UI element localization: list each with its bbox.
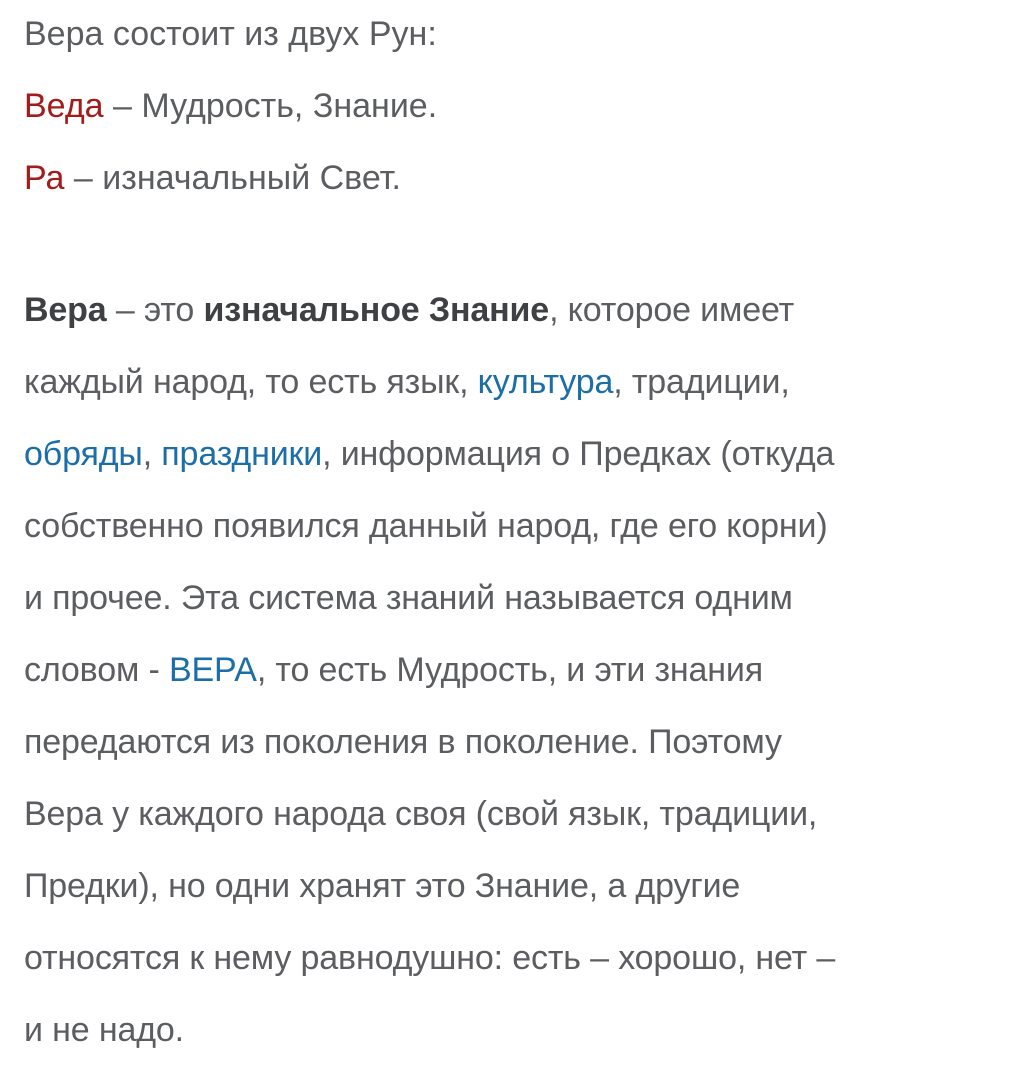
paragraph-line bbox=[24, 994, 994, 1066]
rune-veda-line bbox=[24, 70, 994, 142]
term-vera: Вера bbox=[24, 291, 107, 329]
rune-meaning-veda: Мудрость, Знание. bbox=[141, 87, 438, 125]
rune-name-ra: Ра bbox=[24, 159, 65, 197]
bold-phrase: изначальное Знание bbox=[203, 291, 550, 329]
text-segment: передаются из поколения в поколение. Поэтому bbox=[24, 723, 782, 761]
paragraph-line bbox=[24, 778, 994, 850]
article-body bbox=[24, 0, 994, 1066]
link-holidays[interactable]: праздники bbox=[161, 435, 323, 473]
text-segment: каждый народ, то есть язык, bbox=[24, 363, 478, 401]
rune-separator: – bbox=[103, 87, 142, 125]
text-segment: Предки), но одни хранят это Знание, а другие bbox=[24, 867, 741, 905]
rune-ra-line bbox=[24, 142, 994, 214]
rune-meaning-ra: изначальный Свет. bbox=[102, 159, 401, 197]
paragraph-line bbox=[24, 490, 994, 562]
paragraph-line bbox=[24, 562, 994, 634]
runes-heading-text: Вера состоит из двух Рун: bbox=[24, 15, 437, 53]
link-vera[interactable]: ВЕРА bbox=[168, 651, 257, 689]
paragraph-line bbox=[24, 346, 994, 418]
paragraph-line bbox=[24, 850, 994, 922]
link-culture[interactable]: культура bbox=[477, 363, 614, 401]
paragraph-line bbox=[24, 418, 994, 490]
rune-separator: – bbox=[64, 159, 103, 197]
paragraph-line bbox=[24, 922, 994, 994]
rune-name-veda: Веда bbox=[24, 87, 104, 125]
text-segment: , то есть Мудрость, и эти знания bbox=[256, 651, 764, 689]
text-segment: и прочее. Эта система знаний называется одним bbox=[24, 579, 793, 617]
runes-heading bbox=[24, 0, 994, 70]
text-segment: собственно появился данный народ, где его корни) bbox=[24, 507, 828, 545]
text-segment: , традиции, bbox=[613, 363, 790, 401]
text-segment: , информация о Предках (откуда bbox=[322, 435, 835, 473]
text-segment: Вера у каждого народа своя (свой язык, традиции, bbox=[24, 795, 818, 833]
text-segment: , которое имеет bbox=[549, 291, 795, 329]
paragraph-gap bbox=[24, 214, 994, 274]
text-segment: – это bbox=[106, 291, 204, 329]
link-rites[interactable]: обряды bbox=[24, 435, 143, 473]
text-segment: , bbox=[142, 435, 162, 473]
paragraph-line bbox=[24, 706, 994, 778]
text-segment: относятся к нему равнодушно: есть – хорошо, нет – bbox=[24, 939, 836, 977]
text-segment: словом - bbox=[24, 651, 169, 689]
text-segment: и не надо. bbox=[24, 1011, 184, 1049]
paragraph-line bbox=[24, 634, 994, 706]
paragraph-line bbox=[24, 274, 994, 346]
vera-definition-paragraph bbox=[24, 274, 994, 1066]
